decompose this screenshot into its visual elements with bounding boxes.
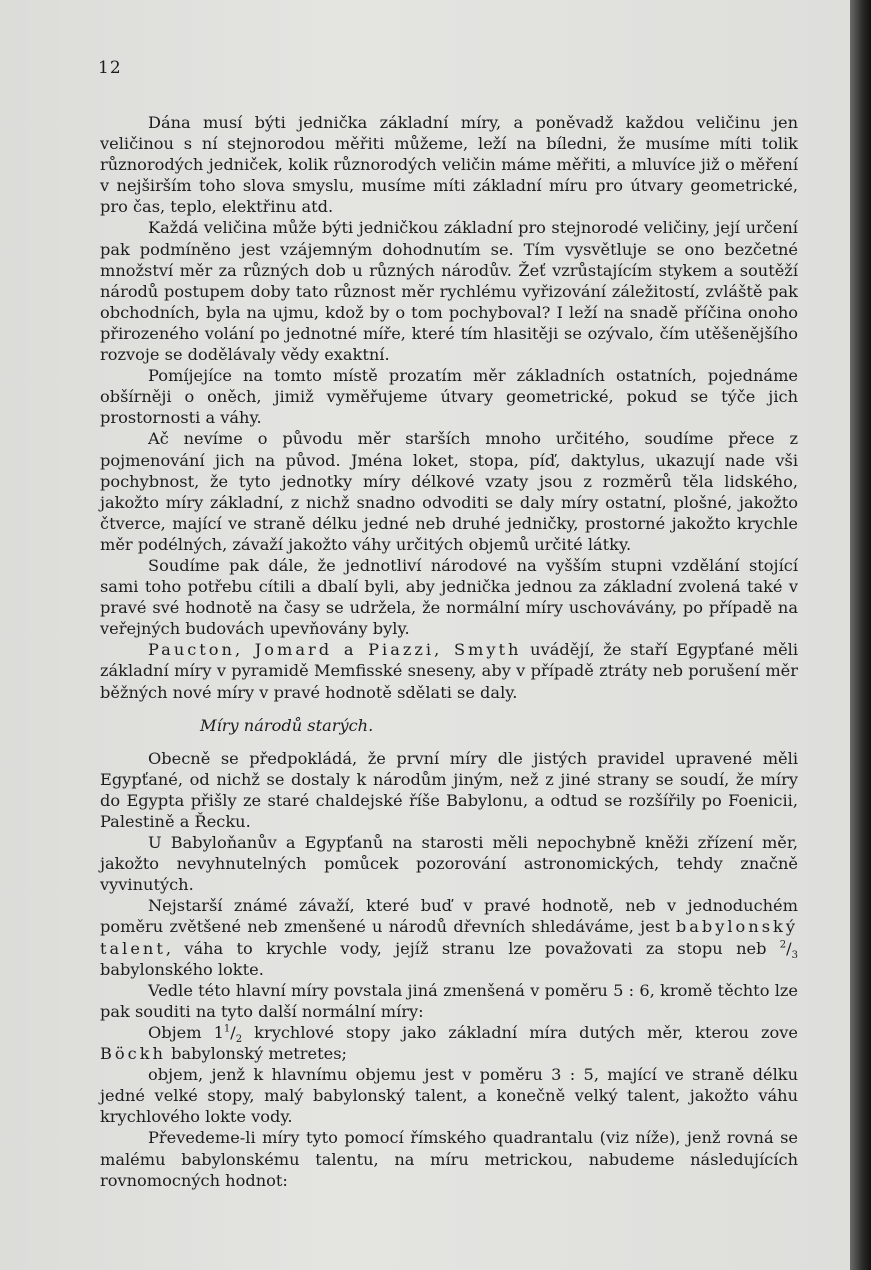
section-heading: Míry národů starých. [200, 715, 374, 735]
book-spine-shadow [850, 0, 871, 1270]
body-text [100, 112, 798, 1191]
paragraph-talent: Nejstarší známé závaží, které buď v pravé hodnotě, neb v jednoduchém poměru zvětšené neb zmenšené u národů dřevních shledáváme, jest babylonský talent, váha to krychle vody, jejíž stranu lze považovati za stopu neb $^2/_3$ babylonského lokte. [100, 896, 798, 979]
paragraph-bockh: Objem $1^1/_2$ krychlové stopy jako základní míra dutých měr, kterou zove Böckh babylonský metretes; [100, 1022, 798, 1064]
paragraph-authors [100, 639, 798, 702]
fraction-denominator: 2 [235, 1034, 243, 1046]
paragraph: Pomíjejíce na tomto místě prozatím měr základních ostatních, pojednáme obšírněji o oněch, jimiž vyměřujeme útvary geometrické, pokud se týče jich prostornosti a váhy. [100, 366, 798, 428]
spaced-term: babylonský talent [100, 917, 798, 958]
text-run: krychlové stopy jako základní míra dutých měr, kterou zove [242, 1022, 798, 1042]
paragraph-rest: uvádějí, že staří Egypťané měli základní míry v pyramidě Memfisské sneseny, aby v případě ztráty neb porušení měr běžných nové míry v pravé hodnotě sdělati se daly. [100, 640, 799, 702]
fraction-numerator: 1 [223, 1023, 231, 1035]
paragraph: Ač nevíme o původu měr starších mnoho určitého, soudíme přece z pojmenování jich na původ. Jména loket, stopa, píď, daktylus, ukazují nade vši pochybnost, že tyto jednotky míry délkové vzaty jsou z rozměrů těla lidského, jakožto míry základní, z nichž snadno odvoditi se daly míry ostatní, plošné, jakožto čtverce, mající ve straně délku jedné neb druhé jedničky, prostorné jakožto krychle měr podélných, závaží jakožto váhy určitých objemů určité látky. [100, 429, 798, 554]
paragraph: objem, jenž k hlavnímu objemu jest v poměru 3 : 5, mající ve straně délku jedné velké stopy, malý babylonský talent, a konečně velký talent, jakožto váhu krychlového lokte vody. [100, 1065, 798, 1127]
paragraph: Dána musí býti jednička základní míry, a poněvadž každou veličinu jen veličinou s ní stejnorodou měřiti můžeme, leží na bíledni, že musíme míti tolik různorodých jedniček, kolik různorodých veličin máme měřiti, a mluvíce již o měření v nejširším toho slova smyslu, musíme míti základní míru pro útvary geometrické, pro čas, teplo, elektřinu atd. [100, 113, 798, 217]
paragraph: U Babyloňanův a Egypťanů na starosti měli nepochybně kněži zřízení měr, jakožto nevyhnutelných pomůcek pozorování astronomických, tehdy značně vyvinutých. [100, 833, 798, 895]
paragraph: Vedle této hlavní míry povstala jiná zmenšená v poměru 5 : 6, kromě těchto lze pak souditi na tyto další normální míry: [100, 980, 798, 1021]
text-run: Objem 1 [148, 1022, 224, 1042]
author-names: Paucton, Jomard a Piazzi, Smyth [148, 640, 522, 660]
paragraph: Obecně se předpokládá, že první míry dle jistých pravidel upravené měli Egypťané, od nichž se dostaly k národům jiným, než z jiné strany se soudí, že míry do Egypta přišly ze staré chaldejské říše Babylonu, a odtud se rozšířily po Foenicii, Palestině a Řecku. [100, 748, 798, 831]
paragraph: Soudíme pak dále, že jednotliví národové na vyšším stupni vzdělání stojící sami toho potřebu cítili a dbalí byli, aby jednička jednou za základní zvolená také v pravé své hodnotě na časy se udržela, že normální míry uschovávány, po případě na veřejných budovách upevňovány byly. [100, 555, 798, 639]
text-run: babylonský metretes; [165, 1044, 347, 1064]
text-run: Nejstarší známé závaží, které buď v pravé hodnotě, neb v jednoduchém poměru zvětšené neb zmenšené u národů dřevních shledáváme, jest [100, 896, 798, 937]
paragraph: Každá veličina může býti jedničkou základní pro stejnorodé veličiny, její určení pak podmíněno jest vzájemným dohodnutím se. Tím vysvětluje se ono bezčetné množství měr za různých dob u různých národův. Žeť vzrůstajícím stykem a soutěží národů postupem doby tato různost měr rychlému vyřizování záležitostí, zvláště pak obchodních, byla na ujmu, kdož by o tom pochyboval? I leží na snadě příčina onoho přirozeného volání po jednotné míře, které tím hlasitěji se ozývalo, čím utěšenějšího rozvoje se dodělávaly vědy exaktní. [100, 218, 798, 365]
spaced-term: Böckh [100, 1044, 166, 1064]
text-run: , váha to krychle vody, jejíž stranu lze považovati za stopu neb [165, 938, 780, 958]
fraction-numerator: 2 [779, 939, 787, 951]
paragraph: Převedeme-li míry tyto pomocí římského quadrantalu (viz níže), jenž rovná se malému babylonskému talentu, na míru metrickou, nabudeme následujících rovnomocných hodnot: [100, 1128, 798, 1190]
fraction-denominator: 3 [791, 949, 798, 961]
text-run: babylonského lokte. [100, 959, 264, 979]
page-number: 12 [98, 58, 122, 78]
